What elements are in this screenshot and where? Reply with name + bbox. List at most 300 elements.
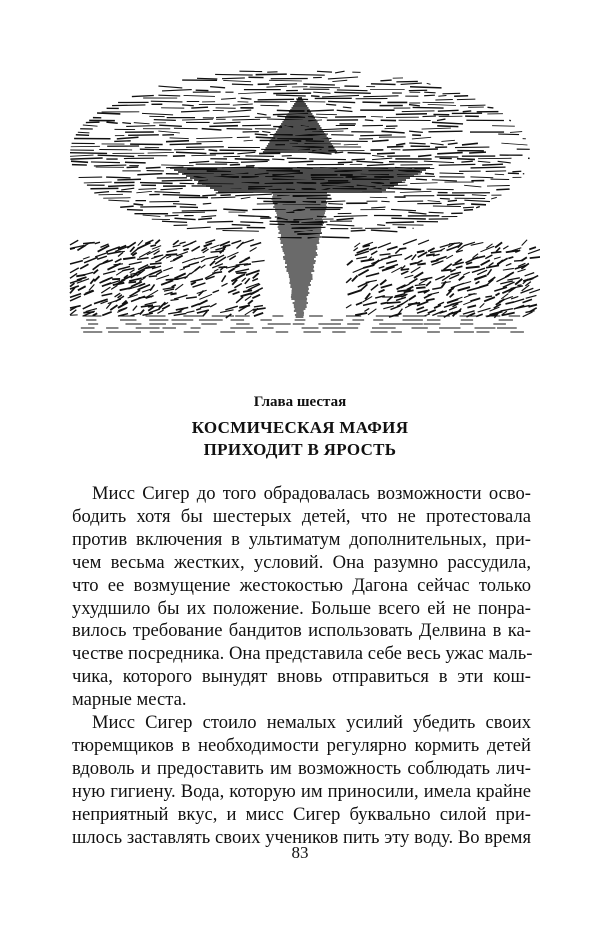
cloud-hatch [371,207,385,208]
cloud-hatch [213,122,240,123]
cloud-hatch [471,167,506,168]
wave-stroke [506,263,512,265]
cloud-hatch [215,162,239,163]
wave-stroke [139,251,150,257]
wave-stroke [245,278,250,283]
wave-stroke [515,279,522,285]
cloud-hatch [138,189,156,190]
cloud-hatch [408,212,426,214]
cloud-hatch [332,80,347,81]
cloud-hatch [351,159,365,160]
cloud-hatch [326,225,354,226]
cloud-hatch [71,161,88,162]
text-line: чем весьма жестких, условий. Она разумно рассудила, [72,551,531,573]
cloud-hatch [372,155,384,156]
wave-stroke [83,305,92,309]
cloud-hatch [137,174,162,175]
wave-stroke [523,299,532,302]
cloud-hatch [197,78,217,79]
cloud-hatch [428,201,441,202]
wave-stroke [93,265,99,270]
wave-stroke [530,257,540,258]
cloud-hatch [356,161,383,163]
cloud-hatch [413,107,444,108]
wave-stroke [191,304,199,307]
cloud-hatch [160,188,182,189]
text-line: вилось требование бандитов использовать Делвина в ка- [72,620,531,642]
cloud-hatch [276,95,306,96]
cloud-hatch [438,110,459,111]
cloud-hatch [121,188,134,190]
cloud-hatch [319,129,348,130]
cloud-hatch [166,141,189,142]
cloud-hatch [148,152,174,153]
cloud-hatch [471,204,486,205]
wave-stroke [418,240,429,244]
cloud-hatch [108,185,134,186]
wave-stroke [174,295,187,299]
cloud-hatch [478,161,490,162]
cloud-hatch [321,237,349,238]
cloud-hatch [158,131,180,133]
wave-stroke [115,259,122,262]
cloud-hatch [491,197,497,199]
cloud-hatch [337,110,353,111]
wave-stroke [456,266,463,268]
wave-stroke [496,276,509,282]
wave-stroke [494,287,507,291]
wave-stroke [245,309,255,315]
cloud-hatch [170,138,189,139]
cloud-hatch [235,159,270,160]
cloud-hatch [448,143,458,144]
cloud-hatch [238,92,266,93]
cloud-hatch [146,167,161,168]
cloud-hatch [106,177,130,178]
wave-stroke [168,312,182,314]
cloud-hatch [409,143,425,144]
wave-stroke [110,305,117,310]
cloud-hatch [117,179,141,180]
wave-stroke [496,248,500,252]
page-number: 83 [291,843,309,862]
wave-stroke [530,276,539,280]
wave-stroke [505,302,514,304]
cloud-hatch [181,111,209,112]
wave-stroke [239,258,250,263]
wave-stroke [131,313,140,316]
cloud-hatch [400,191,432,192]
wave-stroke [411,267,421,273]
cloud-hatch [70,158,102,159]
cloud-hatch [380,80,391,81]
cloud-hatch [120,206,133,207]
wave-stroke [145,302,157,305]
text-line: вдоволь и предоставить им возможность соблюдать лич- [72,757,531,779]
wave-stroke [213,290,219,292]
wave-stroke [163,267,173,270]
wave-stroke [231,241,241,244]
cloud-hatch [191,107,208,108]
cloud-hatch [201,216,216,217]
wave-stroke [204,243,212,246]
cloud-hatch [482,164,503,165]
cloud-hatch [223,209,247,210]
cloud-hatch [235,194,272,196]
cloud-hatch [202,129,222,130]
wave-stroke [155,260,160,262]
cloud-hatch [403,149,438,150]
cloud-hatch [275,84,297,85]
cloud-hatch [463,207,474,208]
wave-stroke [149,276,157,277]
cloud-hatch [191,155,216,156]
wave-stroke [233,292,240,294]
cloud-hatch [266,86,287,87]
wave-stroke [479,285,488,288]
wave-stroke [228,289,236,292]
cloud-hatch [448,200,457,201]
wave-stroke [236,273,246,274]
cloud-hatch [232,119,260,120]
wave-stroke [103,271,115,274]
wave-stroke [183,266,190,268]
wave-stroke [70,261,83,264]
cloud-hatch [377,225,385,226]
cloud-hatch [222,231,258,232]
wave-stroke [379,266,385,268]
wave-stroke [251,288,263,294]
wave-stroke [175,284,183,290]
text-line: неприятный вкус, и мисс Сигер буквально силой при- [72,803,531,825]
wave-stroke [426,299,435,301]
wave-stroke [223,245,231,247]
wave-stroke [495,293,499,295]
wave-stroke [417,260,423,263]
wave-stroke [130,247,134,252]
wave-stroke [186,311,194,313]
wave-stroke [356,302,362,305]
wave-stroke [172,285,176,287]
cloud-hatch [351,230,366,231]
cloud-hatch [117,137,139,139]
wave-stroke [183,243,193,247]
cloud-hatch [127,210,143,211]
cloud-hatch [269,80,302,81]
cloud-hatch [210,87,225,88]
wave-stroke [142,313,152,315]
cloud-hatch [232,84,253,85]
wave-stroke [189,262,199,265]
cloud-hatch [343,107,351,108]
cloud-hatch [215,74,253,75]
cloud-hatch [216,228,242,229]
wave-stroke [222,275,226,281]
cloud-hatch [257,113,266,115]
cloud-hatch [173,204,196,205]
chapter-title-line-2: ПРИХОДИТ В ЯРОСТЬ [203,440,397,459]
wave-stroke [428,248,435,251]
wave-stroke [108,299,121,303]
wave-stroke [485,296,492,297]
wave-stroke [248,300,253,304]
wave-stroke [426,281,431,286]
wave-stroke [89,284,94,290]
wave-stroke [489,263,494,266]
cloud-hatch [91,162,120,163]
cloud-hatch [240,222,263,223]
cloud-hatch [84,182,112,183]
cloud-hatch [427,83,431,84]
cloud-hatch [430,143,443,145]
wave-stroke [432,288,441,290]
wave-stroke [467,305,476,307]
cloud-hatch [209,150,218,151]
cloud-hatch [158,86,182,88]
cloud-hatch [425,173,434,174]
cloud-hatch [336,218,353,219]
text-line: бодить хотя бы шестерых детей, что не протестовала [72,505,531,527]
cloud-hatch [463,111,472,112]
wave-stroke [450,294,454,298]
cloud-hatch [469,152,486,153]
wave-stroke [416,307,424,310]
wave-stroke [220,310,233,313]
cloud-hatch [476,207,480,208]
cloud-hatch [387,146,403,147]
wave-stroke [183,249,188,250]
cloud-hatch [470,177,493,178]
cloud-hatch [360,135,392,136]
cloud-hatch [170,144,202,145]
wave-stroke [491,252,501,253]
cloud-hatch [272,159,284,160]
wave-stroke [180,242,186,244]
wave-stroke [157,310,163,313]
wave-stroke [250,243,261,246]
cloud-hatch [125,162,146,163]
wave-stroke [161,280,173,284]
cloud-hatch [334,216,368,217]
chapter-title-line-1: КОСМИЧЕСКАЯ МАФИЯ [191,418,409,437]
wave-stroke [446,255,453,259]
cloud-hatch [184,95,215,96]
cloud-hatch [134,123,150,124]
cloud-hatch [457,99,475,100]
cloud-hatch [154,120,176,121]
cloud-hatch [437,126,458,127]
cloud-hatch [487,185,510,186]
cloud-hatch [486,171,506,172]
wave-stroke [252,295,260,299]
cloud-hatch [262,131,270,132]
wave-stroke [155,240,160,244]
cloud-hatch [140,206,176,207]
wave-stroke [441,270,451,271]
wave-stroke [529,247,536,249]
wave-stroke [192,246,200,251]
cloud-hatch [241,161,268,162]
cloud-hatch [337,90,368,91]
wave-stroke [388,255,402,257]
wave-stroke [250,247,257,251]
cloud-hatch [196,138,232,139]
wave-stroke [253,273,259,278]
cloud-hatch [83,125,98,126]
wave-stroke [455,297,463,300]
wave-stroke [404,275,413,278]
wave-stroke [205,240,215,243]
cloud-hatch [133,204,143,205]
cloud-hatch [182,119,213,120]
cloud-hatch [377,153,395,154]
cloud-hatch [244,140,253,141]
cloud-hatch [238,215,269,216]
wave-stroke [478,308,491,312]
cloud-hatch [391,209,416,210]
wave-stroke [182,258,195,263]
cloud-hatch [501,143,527,145]
wave-stroke [457,282,471,286]
cloud-hatch [432,180,457,181]
wave-stroke [190,269,197,274]
cloud-hatch [461,161,472,162]
cloud-hatch [344,144,358,145]
cloud-hatch [487,107,493,108]
cloud-hatch [326,104,336,105]
text-line: шлось заставлять своих учеников пить эту воду. Во время [72,826,531,848]
wave-stroke [371,285,378,291]
wave-stroke [401,269,409,270]
wave-stroke [101,287,110,293]
cloud-hatch [391,218,425,219]
cloud-hatch [440,198,450,199]
wave-stroke [346,305,351,308]
wave-stroke [387,247,398,250]
cloud-hatch [76,135,89,136]
wave-stroke [100,279,110,283]
cloud-hatch [409,105,420,106]
cloud-hatch [94,165,126,166]
wave-stroke [405,255,413,259]
wave-stroke [86,309,97,312]
wave-stroke [346,278,351,283]
cloud-hatch [162,180,193,181]
text-line: честве посредника. Она представила себе весь ужас маль- [72,643,533,665]
wave-stroke [252,279,258,281]
wave-stroke [508,257,513,258]
wave-stroke [234,284,241,288]
wave-stroke [358,282,370,287]
wave-stroke [463,272,469,275]
wave-stroke [76,275,85,276]
wave-stroke [190,279,202,282]
cloud-hatch [457,159,475,160]
cloud-hatch [70,155,93,156]
text-line: против включения в ультиматум дополнительных, при- [72,528,531,550]
wave-stroke [432,311,443,316]
cloud-hatch [388,188,421,189]
wave-stroke [170,260,175,261]
wave-stroke [102,283,111,286]
wave-stroke [210,245,219,248]
cloud-hatch [428,131,462,132]
wave-stroke [240,293,251,296]
cloud-hatch [396,144,405,145]
wave-stroke [474,275,486,279]
wave-stroke [133,306,137,311]
cloud-hatch [162,221,187,222]
text-line: Мисс Сигер до того обрадовалась возможности осво- [92,483,531,504]
wave-stroke [70,268,79,273]
wave-stroke [244,264,251,265]
cloud-hatch [140,149,172,150]
wave-stroke [405,302,417,308]
wave-stroke [397,285,406,289]
cloud-hatch [464,185,481,187]
wave-stroke [525,273,535,276]
wave-stroke [252,261,265,263]
wave-stroke [90,279,94,284]
cloud-hatch [223,80,251,81]
wave-stroke [495,242,502,247]
cloud-hatch [98,155,135,156]
wave-stroke [173,256,182,261]
cloud-hatch [207,221,233,222]
wave-stroke [459,276,465,280]
cloud-hatch [222,78,245,79]
wave-stroke [70,273,77,278]
cloud-hatch [78,132,90,133]
cloud-hatch [316,114,337,115]
wave-stroke [517,285,521,286]
wave-stroke [196,309,201,310]
wave-stroke [221,283,227,286]
cloud-hatch [371,230,398,232]
cloud-hatch [372,140,389,141]
cloud-hatch [151,101,183,102]
cloud-hatch [154,192,180,193]
wave-stroke [129,282,137,283]
wave-stroke [94,276,99,281]
wave-stroke [236,297,243,303]
wave-stroke [150,263,162,264]
cloud-hatch [363,96,398,97]
wave-stroke [167,250,178,252]
cloud-hatch [159,125,182,126]
wave-stroke [254,306,263,307]
cloud-hatch [220,195,230,196]
cloud-hatch [182,105,194,106]
cloud-hatch [429,212,444,213]
wave-stroke [102,312,111,316]
cloud-hatch [367,164,394,165]
wave-stroke [381,285,392,288]
cloud-hatch [472,195,487,196]
wave-stroke [235,269,249,272]
wave-stroke [475,281,479,283]
cloud-hatch [176,152,206,153]
wave-stroke [417,251,425,253]
wave-stroke [494,257,501,259]
cloud-hatch [402,111,435,112]
cloud-hatch [424,95,435,96]
cloud-hatch [422,128,451,129]
cloud-hatch [136,191,152,192]
cloud-hatch [492,126,515,127]
cloud-hatch [233,104,253,105]
cloud-hatch [165,215,179,216]
